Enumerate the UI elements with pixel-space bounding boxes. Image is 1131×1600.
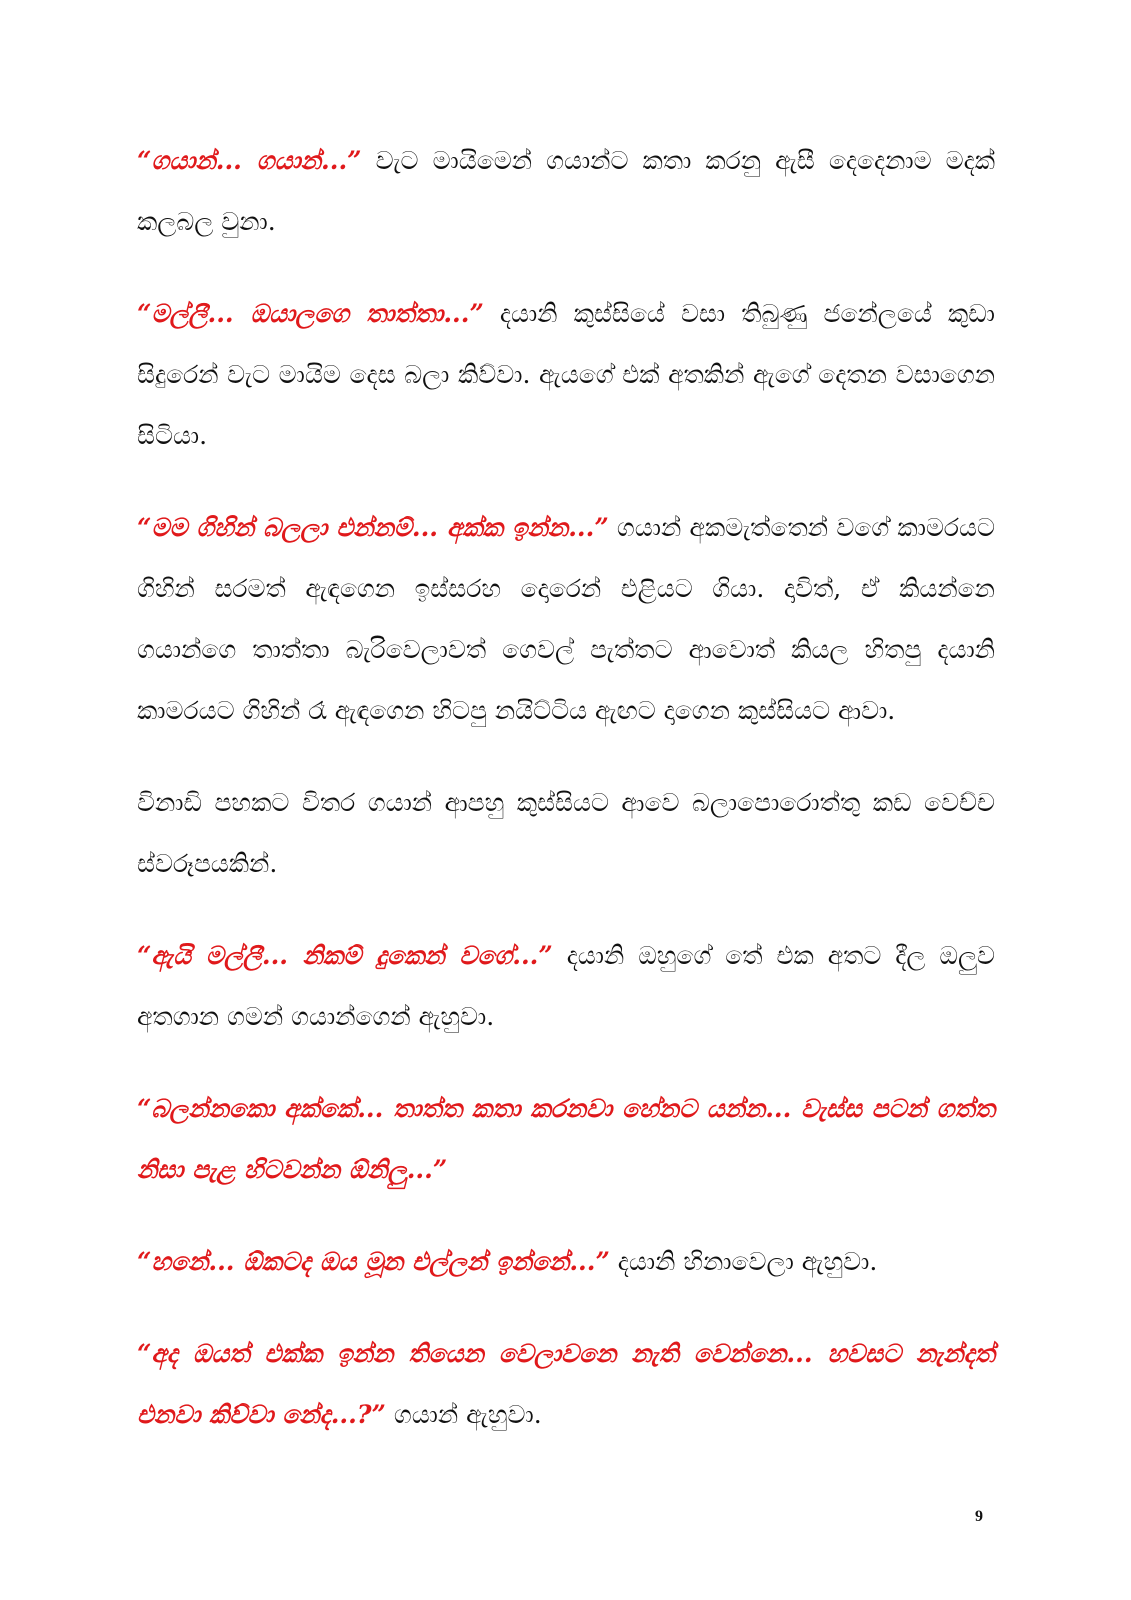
story-text: [137, 130, 995, 1476]
paragraph-3: [137, 497, 995, 741]
dialogue-quote: “ඇයි මල්ලී... නිකම් දුකෙන් වගේ...”: [137, 941, 553, 970]
narration-text: දයානි කුස්සියේ වසා තිබුණු ජනේලයේ කුඩා සිදුරෙන් වැට මායිම දෙස බලා කිව්වා. ඇයගේ එක් අතකින් ඇගේ දෙතන වසාගෙන සිටියා.: [137, 299, 995, 450]
narration-text: ගයාන් ඇහුවා.: [385, 1400, 542, 1429]
dialogue-quote: “හනේ... ඕකටද ඔය මූන එල්ලන් ඉන්නේ...”: [137, 1247, 610, 1276]
dialogue-quote: “අද ඔයත් එක්ක ඉන්න තියෙන වෙලාවනෙ නැති වෙන්නෙ... හවසට නැන්දත් එනවා කිව්වා නේද...?”: [137, 1339, 995, 1429]
paragraph-6: [137, 1078, 995, 1200]
narration-text: වැට මායිමෙන් ගයාන්ට කතා කරනු ඇසී දෙදෙනාම මදක් කලබල වුනා.: [137, 146, 996, 236]
dialogue-quote: “බලන්නකො අක්කේ... තාත්ත කතා කරනවා හේනට යන්න... වැස්ස පටන් ගත්ත නිසා පැළ හිටවන්න ඕනිලු...”: [137, 1094, 995, 1184]
dialogue-quote: “මල්ලී... ඔයාලගෙ තාත්තා...”: [137, 299, 484, 328]
paragraph-5: [137, 925, 995, 1047]
narration-text: විනාඩි පහකට විතර ගයාන් ආපහු කුස්සියට ආවෙ බලාපොරොත්තු කඩ වෙච්ච ස්වරූපයකින්.: [137, 788, 995, 878]
narration-text: ගයාන් අකමැත්තෙන් වගේ කාමරයට ගිහින් සරමත් ඇඳගෙන ඉස්සරහ දොරෙන් එළියට ගියා. දාවිත්, ඒ කියන්නෙ ගයාන්ගෙ තාත්තා බැරිවෙලාවත් ගෙවල් පැත්තට ආවොත් කියල හිතපු දයානි කාමරයට ගිහින් රෑ ඇඳගෙන හිටපු නයිට්ටිය ඇඟට දාගෙන කුස්සියට ආවා.: [137, 513, 995, 725]
page-number: 9: [975, 1508, 983, 1525]
paragraph-7: [137, 1231, 995, 1292]
paragraph-1: [137, 130, 995, 252]
narration-text: දයානි ඔහුගේ තේ එක අතට දීල ඔලුව අතගාන ගමන් ගයාන්ගෙන් ඇහුවා.: [137, 941, 995, 1031]
dialogue-quote: “මම ගිහින් බලලා එන්නම්... අක්ක ඉන්න...”: [137, 513, 609, 542]
paragraph-8: [137, 1323, 995, 1445]
dialogue-quote: “ගයාන්... ගයාන්...”: [137, 146, 362, 175]
narration-text: දයානි හිනාවෙලා ඇහුවා.: [609, 1247, 878, 1276]
paragraph-4: [137, 772, 995, 894]
paragraph-2: [137, 283, 995, 466]
